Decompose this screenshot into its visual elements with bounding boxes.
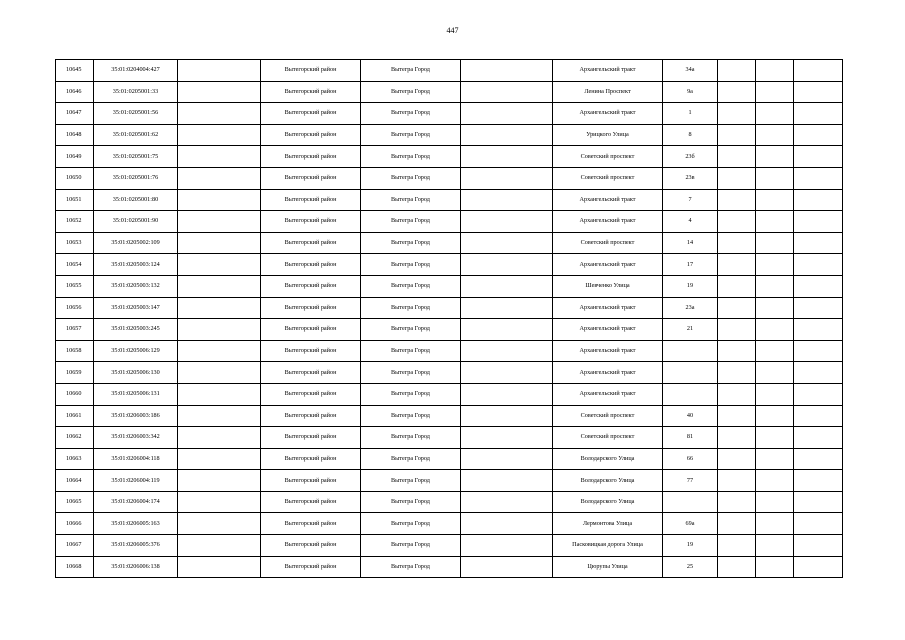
table-row: [56, 405, 843, 427]
row-number-cell: 10665: [56, 491, 94, 513]
cadastral-number-cell: 35:01:0205001:75: [94, 146, 178, 168]
empty-cell: [794, 535, 843, 557]
row-number-cell: 10654: [56, 254, 94, 276]
empty-cell: [756, 340, 794, 362]
district-cell: Вытегорский район: [261, 383, 361, 405]
house-number-cell: 7: [663, 189, 718, 211]
row-number-cell: 10664: [56, 470, 94, 492]
empty-cell: [794, 297, 843, 319]
row-number-cell: 10661: [56, 405, 94, 427]
empty-cell: [756, 297, 794, 319]
empty-cell: [794, 189, 843, 211]
table-row: [56, 491, 843, 513]
house-number-cell: 19: [663, 275, 718, 297]
street-cell: Пасковицкая дорога Улица: [553, 535, 663, 557]
row-number-cell: 10667: [56, 535, 94, 557]
row-number-cell: 10658: [56, 340, 94, 362]
cadastral-number-cell: 35:01:0206006:138: [94, 556, 178, 578]
empty-cell: [794, 340, 843, 362]
empty-cell: [178, 340, 261, 362]
cadastral-number-cell: 35:01:0204004:427: [94, 60, 178, 82]
cadastral-number-cell: 35:01:0205003:147: [94, 297, 178, 319]
settlement-cell: Вытегра Город: [361, 405, 461, 427]
settlement-cell: Вытегра Город: [361, 81, 461, 103]
cadastral-number-cell: 35:01:0205001:80: [94, 189, 178, 211]
street-cell: Архангельский тракт: [553, 319, 663, 341]
district-cell: Вытегорский район: [261, 297, 361, 319]
empty-cell: [718, 124, 756, 146]
house-number-cell: 8: [663, 124, 718, 146]
row-number-cell: 10668: [56, 556, 94, 578]
empty-cell: [718, 491, 756, 513]
house-number-cell: 25: [663, 556, 718, 578]
empty-cell: [178, 103, 261, 125]
cadastral-number-cell: 35:01:0206003:342: [94, 427, 178, 449]
district-cell: Вытегорский район: [261, 211, 361, 233]
table-row: [56, 254, 843, 276]
cadastral-number-cell: 35:01:0205001:62: [94, 124, 178, 146]
empty-cell: [461, 405, 553, 427]
district-cell: Вытегорский район: [261, 470, 361, 492]
empty-cell: [718, 427, 756, 449]
empty-cell: [794, 124, 843, 146]
empty-cell: [461, 124, 553, 146]
table-row: [56, 297, 843, 319]
settlement-cell: Вытегра Город: [361, 189, 461, 211]
empty-cell: [756, 189, 794, 211]
house-number-cell: 23а: [663, 297, 718, 319]
row-number-cell: 10646: [56, 81, 94, 103]
empty-cell: [756, 124, 794, 146]
street-cell: Ленина Проспект: [553, 81, 663, 103]
empty-cell: [794, 427, 843, 449]
street-cell: Архангельский тракт: [553, 297, 663, 319]
empty-cell: [461, 275, 553, 297]
row-number-cell: 10666: [56, 513, 94, 535]
table-row: [56, 556, 843, 578]
empty-cell: [794, 470, 843, 492]
empty-cell: [756, 513, 794, 535]
house-number-cell: 19: [663, 535, 718, 557]
empty-cell: [756, 405, 794, 427]
empty-cell: [756, 362, 794, 384]
empty-cell: [718, 103, 756, 125]
district-cell: Вытегорский район: [261, 81, 361, 103]
cadastral-number-cell: 35:01:0205003:132: [94, 275, 178, 297]
empty-cell: [718, 254, 756, 276]
street-cell: Советский проспект: [553, 232, 663, 254]
settlement-cell: Вытегра Город: [361, 535, 461, 557]
row-number-cell: 10650: [56, 167, 94, 189]
empty-cell: [718, 362, 756, 384]
cadastral-number-cell: 35:01:0205003:124: [94, 254, 178, 276]
empty-cell: [756, 232, 794, 254]
district-cell: Вытегорский район: [261, 448, 361, 470]
cadastral-number-cell: 35:01:0206004:118: [94, 448, 178, 470]
empty-cell: [178, 427, 261, 449]
empty-cell: [178, 448, 261, 470]
empty-cell: [718, 81, 756, 103]
district-cell: Вытегорский район: [261, 189, 361, 211]
empty-cell: [461, 383, 553, 405]
empty-cell: [718, 167, 756, 189]
empty-cell: [461, 103, 553, 125]
empty-cell: [461, 491, 553, 513]
empty-cell: [718, 470, 756, 492]
table-row: [56, 535, 843, 557]
settlement-cell: Вытегра Город: [361, 211, 461, 233]
cadastral-number-cell: 35:01:0205001:56: [94, 103, 178, 125]
empty-cell: [718, 383, 756, 405]
house-number-cell: 81: [663, 427, 718, 449]
table-row: [56, 383, 843, 405]
empty-cell: [794, 167, 843, 189]
street-cell: Советский проспект: [553, 167, 663, 189]
house-number-cell: [663, 340, 718, 362]
district-cell: Вытегорский район: [261, 427, 361, 449]
settlement-cell: Вытегра Город: [361, 275, 461, 297]
empty-cell: [756, 275, 794, 297]
district-cell: Вытегорский район: [261, 362, 361, 384]
cadastral-number-cell: 35:01:0205006:129: [94, 340, 178, 362]
empty-cell: [794, 556, 843, 578]
empty-cell: [461, 556, 553, 578]
empty-cell: [794, 362, 843, 384]
row-number-cell: 10660: [56, 383, 94, 405]
empty-cell: [718, 405, 756, 427]
district-cell: Вытегорский район: [261, 232, 361, 254]
table-row: [56, 146, 843, 168]
cadastral-number-cell: 35:01:0205001:90: [94, 211, 178, 233]
empty-cell: [718, 513, 756, 535]
settlement-cell: Вытегра Город: [361, 362, 461, 384]
table-row: [56, 124, 843, 146]
empty-cell: [756, 383, 794, 405]
table-row: [56, 448, 843, 470]
table-row: [56, 167, 843, 189]
house-number-cell: 66: [663, 448, 718, 470]
cadastral-number-cell: 35:01:0205006:131: [94, 383, 178, 405]
street-cell: Лермонтова Улица: [553, 513, 663, 535]
empty-cell: [461, 60, 553, 82]
house-number-cell: 9а: [663, 81, 718, 103]
empty-cell: [461, 319, 553, 341]
table-row: [56, 103, 843, 125]
empty-cell: [178, 297, 261, 319]
empty-cell: [461, 513, 553, 535]
empty-cell: [756, 211, 794, 233]
empty-cell: [794, 405, 843, 427]
settlement-cell: Вытегра Город: [361, 448, 461, 470]
district-cell: Вытегорский район: [261, 275, 361, 297]
cadastral-number-cell: 35:01:0205001:33: [94, 81, 178, 103]
settlement-cell: Вытегра Город: [361, 254, 461, 276]
cadastral-number-cell: 35:01:0205002:109: [94, 232, 178, 254]
settlement-cell: Вытегра Город: [361, 167, 461, 189]
empty-cell: [718, 189, 756, 211]
empty-cell: [718, 60, 756, 82]
empty-cell: [178, 124, 261, 146]
table-row: [56, 362, 843, 384]
empty-cell: [461, 448, 553, 470]
settlement-cell: Вытегра Город: [361, 491, 461, 513]
empty-cell: [718, 146, 756, 168]
empty-cell: [718, 297, 756, 319]
empty-cell: [756, 427, 794, 449]
street-cell: Архангельский тракт: [553, 254, 663, 276]
empty-cell: [461, 297, 553, 319]
street-cell: Шевченко Улица: [553, 275, 663, 297]
empty-cell: [794, 319, 843, 341]
empty-cell: [461, 146, 553, 168]
district-cell: Вытегорский район: [261, 340, 361, 362]
empty-cell: [178, 405, 261, 427]
empty-cell: [794, 383, 843, 405]
street-cell: Володарского Улица: [553, 491, 663, 513]
empty-cell: [718, 319, 756, 341]
table-row: [56, 513, 843, 535]
empty-cell: [756, 470, 794, 492]
table-row: [56, 189, 843, 211]
table-row: [56, 211, 843, 233]
settlement-cell: Вытегра Город: [361, 103, 461, 125]
house-number-cell: 1: [663, 103, 718, 125]
empty-cell: [461, 189, 553, 211]
settlement-cell: Вытегра Город: [361, 319, 461, 341]
empty-cell: [756, 60, 794, 82]
empty-cell: [461, 254, 553, 276]
house-number-cell: 4: [663, 211, 718, 233]
empty-cell: [178, 362, 261, 384]
row-number-cell: 10663: [56, 448, 94, 470]
page-number: 447: [446, 26, 459, 35]
street-cell: Урицкого Улица: [553, 124, 663, 146]
empty-cell: [178, 60, 261, 82]
empty-cell: [461, 167, 553, 189]
street-cell: Архангельский тракт: [553, 211, 663, 233]
settlement-cell: Вытегра Город: [361, 513, 461, 535]
empty-cell: [461, 470, 553, 492]
settlement-cell: Вытегра Город: [361, 297, 461, 319]
settlement-cell: Вытегра Город: [361, 60, 461, 82]
empty-cell: [178, 556, 261, 578]
street-cell: Архангельский тракт: [553, 103, 663, 125]
empty-cell: [178, 146, 261, 168]
empty-cell: [794, 491, 843, 513]
empty-cell: [718, 448, 756, 470]
cadastral-number-cell: 35:01:0205003:245: [94, 319, 178, 341]
empty-cell: [718, 211, 756, 233]
street-cell: Цюрупы Улица: [553, 556, 663, 578]
empty-cell: [178, 232, 261, 254]
district-cell: Вытегорский район: [261, 60, 361, 82]
empty-cell: [756, 535, 794, 557]
empty-cell: [718, 275, 756, 297]
settlement-cell: Вытегра Город: [361, 556, 461, 578]
table-row: [56, 427, 843, 449]
empty-cell: [461, 81, 553, 103]
empty-cell: [178, 319, 261, 341]
empty-cell: [178, 275, 261, 297]
table-row: [56, 60, 843, 82]
row-number-cell: 10651: [56, 189, 94, 211]
empty-cell: [794, 448, 843, 470]
house-number-cell: 23в: [663, 167, 718, 189]
settlement-cell: Вытегра Город: [361, 427, 461, 449]
registry-table: [55, 59, 843, 578]
street-cell: Советский проспект: [553, 405, 663, 427]
table-row: [56, 81, 843, 103]
empty-cell: [178, 491, 261, 513]
empty-cell: [794, 254, 843, 276]
empty-cell: [718, 535, 756, 557]
empty-cell: [461, 535, 553, 557]
empty-cell: [718, 340, 756, 362]
settlement-cell: Вытегра Город: [361, 383, 461, 405]
empty-cell: [178, 167, 261, 189]
empty-cell: [794, 275, 843, 297]
street-cell: Архангельский тракт: [553, 383, 663, 405]
empty-cell: [178, 535, 261, 557]
empty-cell: [756, 81, 794, 103]
cadastral-number-cell: 35:01:0206005:163: [94, 513, 178, 535]
district-cell: Вытегорский район: [261, 146, 361, 168]
cadastral-number-cell: 35:01:0205006:130: [94, 362, 178, 384]
house-number-cell: 77: [663, 470, 718, 492]
house-number-cell: 40: [663, 405, 718, 427]
house-number-cell: 17: [663, 254, 718, 276]
house-number-cell: [663, 491, 718, 513]
row-number-cell: 10645: [56, 60, 94, 82]
district-cell: Вытегорский район: [261, 535, 361, 557]
empty-cell: [178, 470, 261, 492]
empty-cell: [461, 211, 553, 233]
settlement-cell: Вытегра Город: [361, 232, 461, 254]
empty-cell: [178, 189, 261, 211]
settlement-cell: Вытегра Город: [361, 146, 461, 168]
empty-cell: [794, 146, 843, 168]
empty-cell: [794, 232, 843, 254]
street-cell: Советский проспект: [553, 146, 663, 168]
empty-cell: [794, 103, 843, 125]
empty-cell: [461, 427, 553, 449]
registry-body: [56, 60, 843, 578]
empty-cell: [794, 81, 843, 103]
row-number-cell: 10657: [56, 319, 94, 341]
empty-cell: [756, 448, 794, 470]
cadastral-number-cell: 35:01:0206004:119: [94, 470, 178, 492]
district-cell: Вытегорский район: [261, 319, 361, 341]
table-row: [56, 275, 843, 297]
empty-cell: [756, 103, 794, 125]
row-number-cell: 10652: [56, 211, 94, 233]
house-number-cell: [663, 362, 718, 384]
empty-cell: [718, 556, 756, 578]
house-number-cell: 21: [663, 319, 718, 341]
district-cell: Вытегорский район: [261, 254, 361, 276]
district-cell: Вытегорский район: [261, 167, 361, 189]
empty-cell: [756, 146, 794, 168]
empty-cell: [794, 211, 843, 233]
street-cell: Архангельский тракт: [553, 340, 663, 362]
settlement-cell: Вытегра Город: [361, 470, 461, 492]
empty-cell: [178, 383, 261, 405]
district-cell: Вытегорский район: [261, 124, 361, 146]
cadastral-number-cell: 35:01:0205001:76: [94, 167, 178, 189]
district-cell: Вытегорский район: [261, 513, 361, 535]
empty-cell: [178, 254, 261, 276]
street-cell: Архангельский тракт: [553, 60, 663, 82]
house-number-cell: [663, 383, 718, 405]
street-cell: Володарского Улица: [553, 448, 663, 470]
empty-cell: [178, 81, 261, 103]
empty-cell: [794, 513, 843, 535]
empty-cell: [178, 513, 261, 535]
row-number-cell: 10649: [56, 146, 94, 168]
street-cell: Володарского Улица: [553, 470, 663, 492]
street-cell: Архангельский тракт: [553, 362, 663, 384]
row-number-cell: 10655: [56, 275, 94, 297]
empty-cell: [756, 319, 794, 341]
table-row: [56, 470, 843, 492]
empty-cell: [178, 211, 261, 233]
district-cell: Вытегорский район: [261, 491, 361, 513]
empty-cell: [794, 60, 843, 82]
empty-cell: [756, 254, 794, 276]
district-cell: Вытегорский район: [261, 405, 361, 427]
empty-cell: [756, 167, 794, 189]
house-number-cell: 14: [663, 232, 718, 254]
row-number-cell: 10647: [56, 103, 94, 125]
table-row: [56, 232, 843, 254]
house-number-cell: 69а: [663, 513, 718, 535]
empty-cell: [718, 232, 756, 254]
cadastral-number-cell: 35:01:0206004:174: [94, 491, 178, 513]
table-row: [56, 319, 843, 341]
row-number-cell: 10648: [56, 124, 94, 146]
street-cell: Архангельский тракт: [553, 189, 663, 211]
table-row: [56, 340, 843, 362]
empty-cell: [756, 556, 794, 578]
cadastral-number-cell: 35:01:0206005:376: [94, 535, 178, 557]
street-cell: Советский проспект: [553, 427, 663, 449]
house-number-cell: 23б: [663, 146, 718, 168]
settlement-cell: Вытегра Город: [361, 124, 461, 146]
row-number-cell: 10656: [56, 297, 94, 319]
row-number-cell: 10653: [56, 232, 94, 254]
empty-cell: [461, 232, 553, 254]
empty-cell: [461, 362, 553, 384]
house-number-cell: 34а: [663, 60, 718, 82]
district-cell: Вытегорский район: [261, 103, 361, 125]
empty-cell: [461, 340, 553, 362]
settlement-cell: Вытегра Город: [361, 340, 461, 362]
empty-cell: [756, 491, 794, 513]
row-number-cell: 10662: [56, 427, 94, 449]
district-cell: Вытегорский район: [261, 556, 361, 578]
cadastral-number-cell: 35:01:0206003:186: [94, 405, 178, 427]
row-number-cell: 10659: [56, 362, 94, 384]
